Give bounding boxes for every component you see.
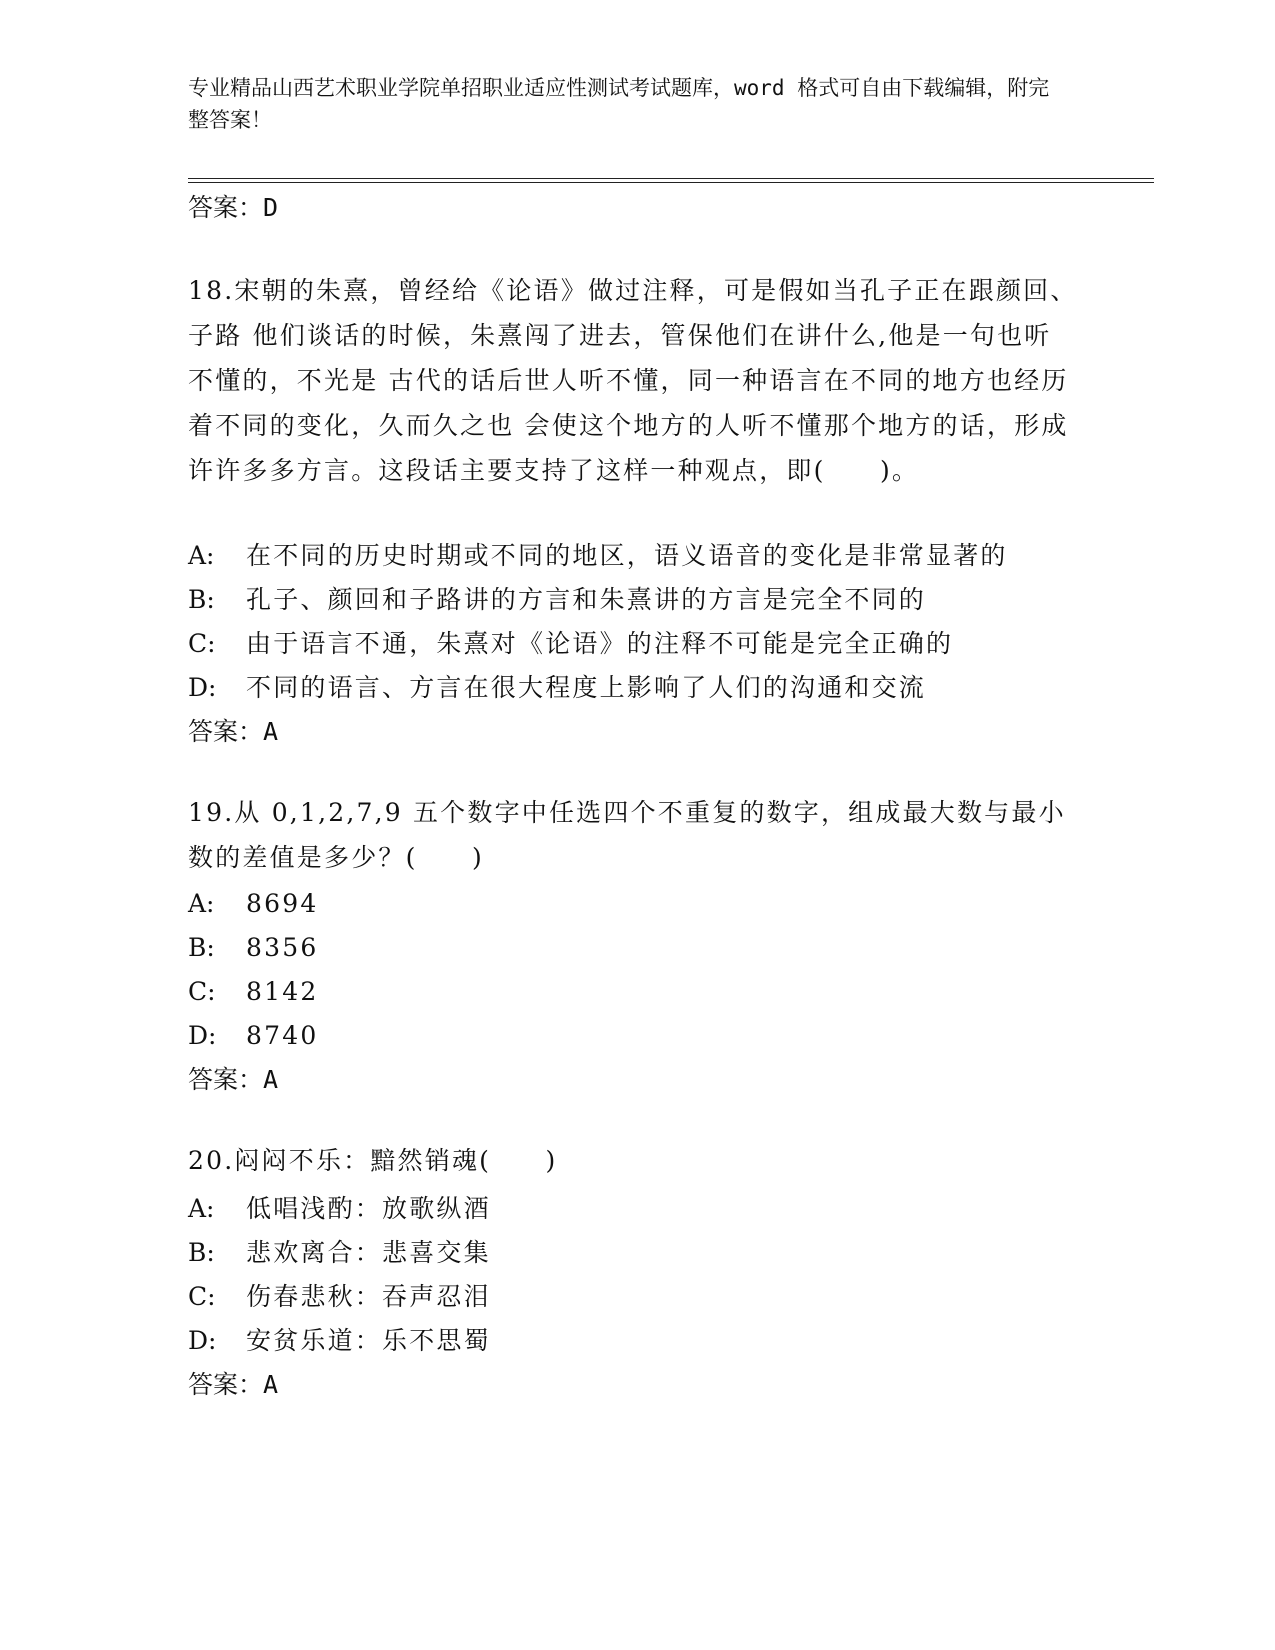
header-divider bbox=[188, 178, 1154, 183]
option-text: 8356 bbox=[246, 933, 319, 962]
answer-q18: 答案：A bbox=[188, 717, 279, 746]
option-letter: D: bbox=[188, 1021, 217, 1050]
question-19-option-c bbox=[188, 974, 318, 1010]
question-18-option-d bbox=[188, 670, 926, 706]
option-text: 8740 bbox=[246, 1021, 319, 1050]
option-letter: C: bbox=[188, 977, 216, 1006]
answer-q17: 答案：D bbox=[188, 193, 279, 222]
option-text: 伤春悲秋：吞声忍泪 bbox=[246, 1282, 491, 1311]
option-letter: B: bbox=[188, 933, 215, 962]
document-header: 专业精品山西艺术职业学院单招职业适应性测试考试题库，word 格式可自由下载编辑，附完整答案！ bbox=[188, 76, 1050, 132]
option-text: 8142 bbox=[246, 977, 319, 1006]
answer-q19: 答案：A bbox=[188, 1065, 279, 1094]
option-text: 在不同的历史时期或不同的地区，语义语音的变化是非常显著的 bbox=[246, 541, 1008, 570]
option-letter: B: bbox=[188, 1238, 215, 1267]
question-19-option-a bbox=[188, 886, 318, 922]
question-18-option-c bbox=[188, 626, 953, 662]
question-20-option-b bbox=[188, 1235, 491, 1271]
question-20-option-a bbox=[188, 1191, 491, 1227]
question-18-option-a bbox=[188, 538, 1008, 574]
option-text: 悲欢离合：悲喜交集 bbox=[246, 1238, 491, 1267]
option-letter: A: bbox=[188, 889, 215, 918]
option-text: 孔子、颜回和子路讲的方言和朱熹讲的方言是完全不同的 bbox=[246, 585, 927, 614]
question-19-stem: 19.从 0,1,2,7,9 五个数字中任选四个不重复的数字，组成最大数与最小数的差值是多少？( ) bbox=[188, 798, 1066, 872]
option-text: 8694 bbox=[246, 889, 319, 918]
option-letter: D: bbox=[188, 673, 217, 702]
option-letter: B: bbox=[188, 585, 215, 614]
question-18-stem: 18.宋朝的朱熹，曾经给《论语》做过注释，可是假如当孔子正在跟颜回、子路 他们谈话的时候，朱熹闯了进去，管保他们在讲什么,他是一句也听不懂的，不光是 古代的话后世人听不懂，同一种语言在不同的地方也经历着不同的变化，久而久之也 会使这个地方的人听不懂那个地方的话，形成许许多多方言。这段话主要支持了这样一种观点，即( )。 bbox=[188, 276, 1078, 485]
question-18-option-b bbox=[188, 582, 926, 618]
option-letter: A: bbox=[188, 1194, 215, 1223]
question-20-option-d bbox=[188, 1323, 491, 1359]
option-letter: C: bbox=[188, 1282, 216, 1311]
question-19-option-d bbox=[188, 1018, 318, 1054]
question-19-option-b bbox=[188, 930, 318, 966]
option-text: 安贫乐道：乐不思蜀 bbox=[246, 1326, 491, 1355]
question-20-stem: 20.闷闷不乐：黯然销魂( ) bbox=[188, 1146, 558, 1175]
option-letter: D: bbox=[188, 1326, 217, 1355]
option-text: 不同的语言、方言在很大程度上影响了人们的沟通和交流 bbox=[246, 673, 927, 702]
question-20-option-c bbox=[188, 1279, 491, 1315]
option-text: 低唱浅酌：放歌纵酒 bbox=[246, 1194, 491, 1223]
option-letter: C: bbox=[188, 629, 216, 658]
answer-q20: 答案：A bbox=[188, 1370, 279, 1399]
option-letter: A: bbox=[188, 541, 215, 570]
option-text: 由于语言不通，朱熹对《论语》的注释不可能是完全正确的 bbox=[246, 629, 954, 658]
